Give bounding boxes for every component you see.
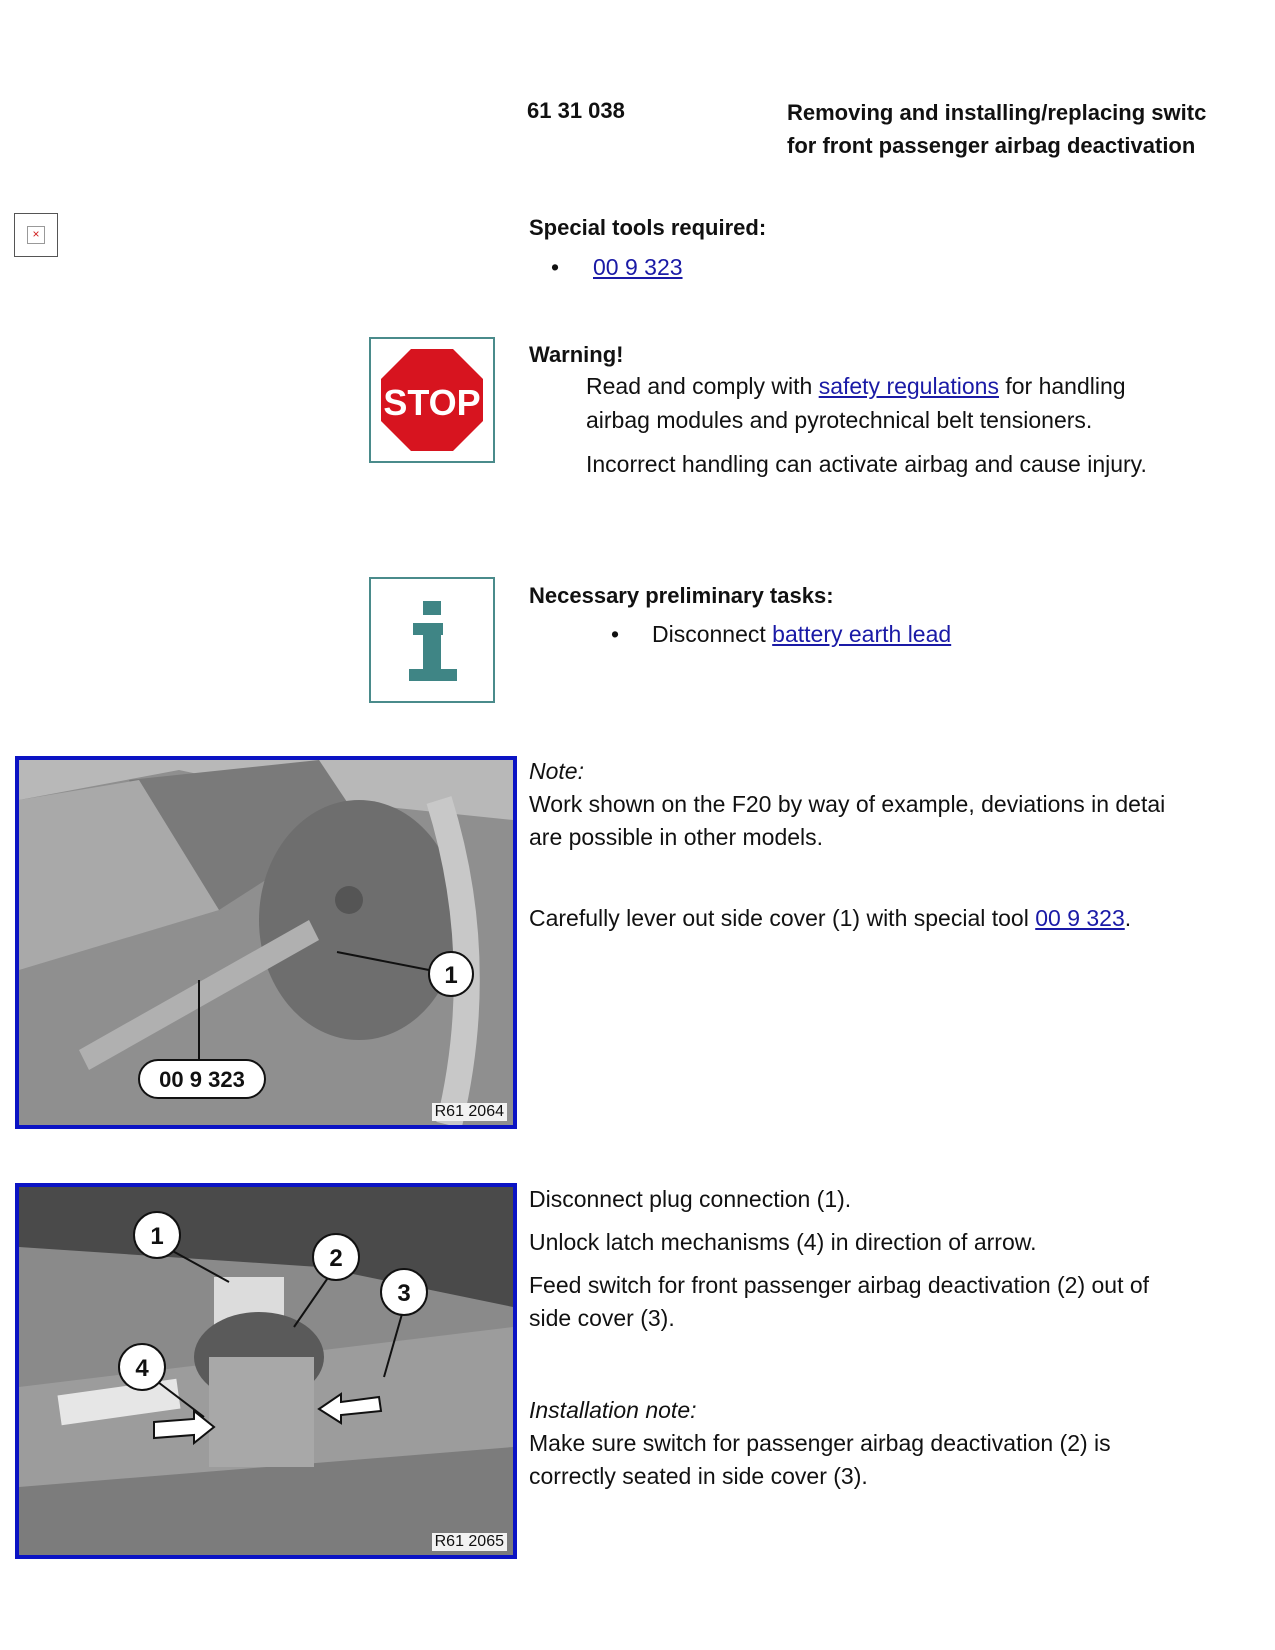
stop-sign-icon [369,337,495,463]
battery-earth-lead-link[interactable]: battery earth lead [772,621,952,647]
note-label: Note: [529,758,584,784]
bullet-icon: • [611,621,620,647]
special-tool-link-2[interactable]: 00 9 323 [1035,905,1125,931]
info-icon [369,577,495,703]
broken-image-icon: × [14,213,58,257]
callout-2: 2 [329,1245,343,1272]
step2-line2: Unlock latch mechanisms (4) in direction of arrow. [529,1229,1037,1255]
note-line1: Work shown on the F20 by way of example, deviations in detai [529,791,1166,817]
callout-1: 1 [150,1223,164,1250]
special-tools-heading: Special tools required: [529,215,767,240]
callout-1: 1 [444,962,458,989]
page-title-line2: for front passenger airbag deactivation [787,133,1196,158]
preliminary-heading: Necessary preliminary tasks: [529,583,834,608]
stop-sign-text: STOP [383,382,481,423]
note-line2: are possible in other models. [529,824,824,850]
tool-label: 00 9 323 [159,1067,245,1092]
callout-4: 4 [135,1355,149,1382]
safety-regulations-link[interactable]: safety regulations [818,373,999,399]
installation-line2: correctly seated in side cover (3). [529,1463,868,1489]
step2-line3b: side cover (3). [529,1305,675,1331]
preliminary-item: Disconnect battery earth lead [652,621,952,647]
image-caption: R61 2064 [432,1103,507,1121]
switch-removal-photo [15,1183,517,1559]
bullet-icon: • [551,254,560,280]
installation-line1: Make sure switch for passenger airbag deactivation (2) is [529,1430,1111,1456]
step2-line3a: Feed switch for front passenger airbag deactivation (2) out of [529,1272,1150,1298]
warning-line1: Read and comply with safety regulations for handling [586,373,1126,399]
callout-3: 3 [397,1280,411,1307]
document-number: 61 31 038 [527,98,625,123]
step2-line1: Disconnect plug connection (1). [529,1186,852,1212]
warning-line3: Incorrect handling can activate airbag and cause injury. [586,451,1147,477]
image-caption: R61 2065 [432,1533,507,1551]
page-title-line1: Removing and installing/replacing switc [787,100,1207,125]
special-tool-link[interactable]: 00 9 323 [593,254,683,280]
step1-instruction: Carefully lever out side cover (1) with special tool 00 9 323. [529,905,1132,931]
installation-note-label: Installation note: [529,1397,697,1423]
warning-line2: airbag modules and pyrotechnical belt tensioners. [586,407,1093,433]
side-cover-removal-photo [15,756,517,1129]
warning-heading: Warning! [529,342,624,367]
